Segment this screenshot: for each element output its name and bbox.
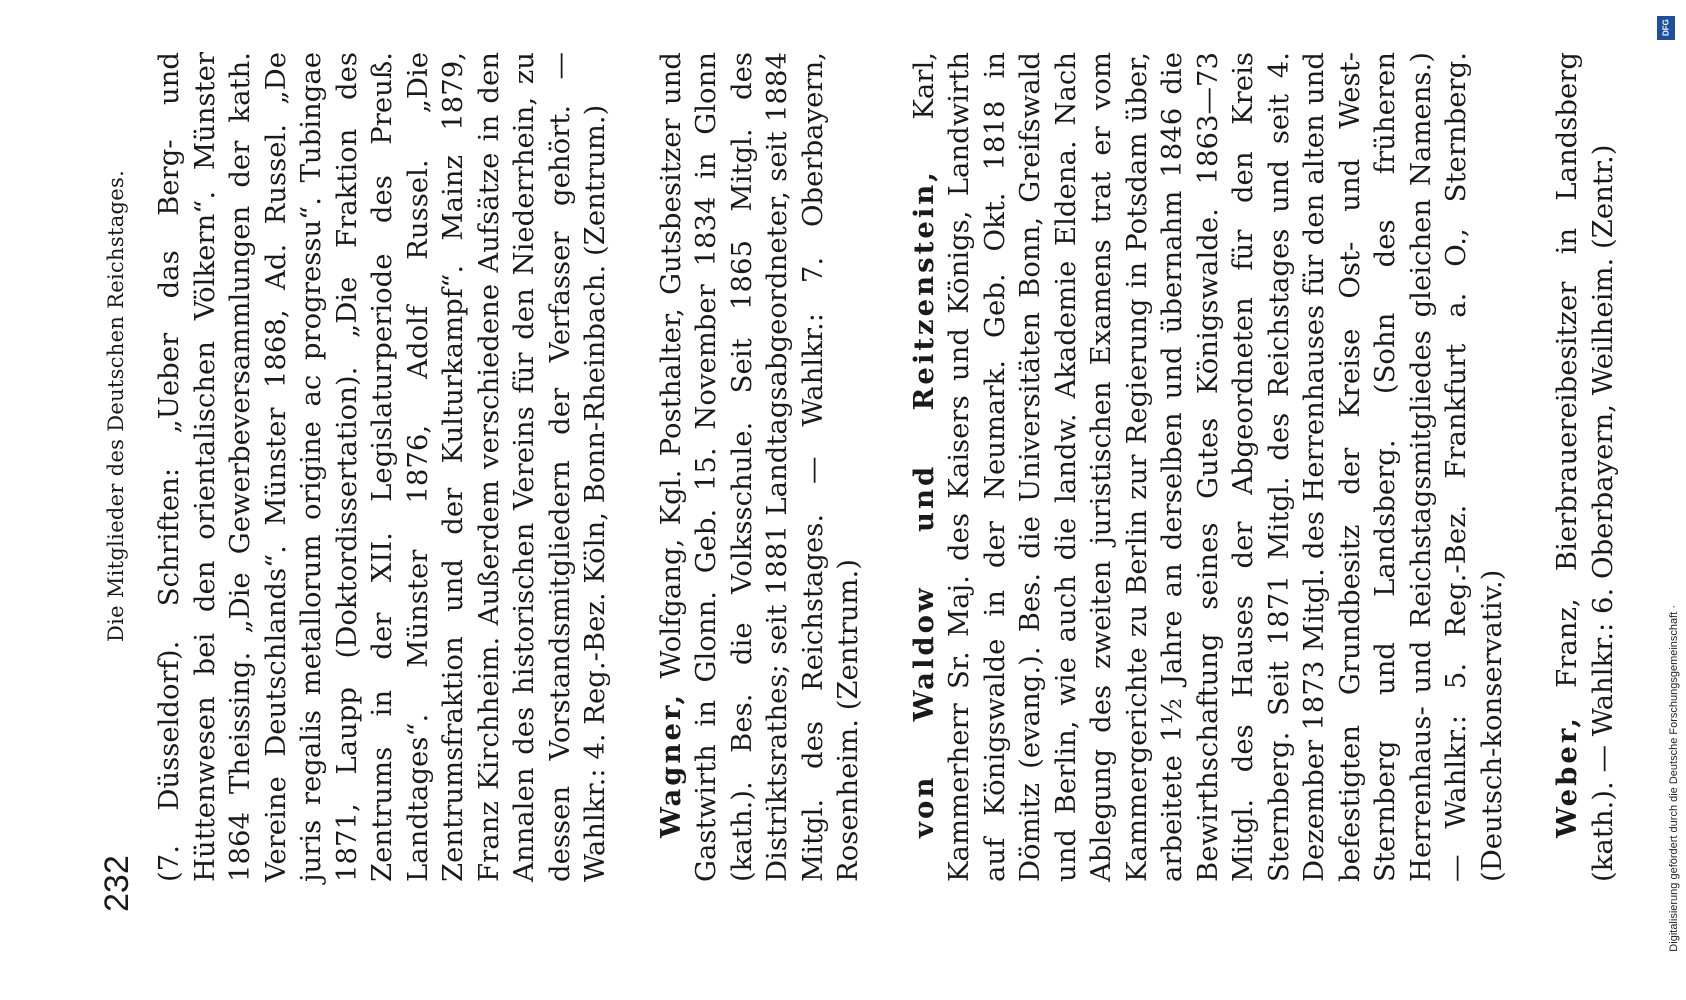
running-title: Die Mitglieder des Deutschen Reichstages. — [104, 169, 128, 642]
entry-text: (7. Düsseldorf). Schriften: „Ueber das Berg- und Hüttenwesen bei den orientalischen Völkern“. Münster 1864 Theissing. „Die Gewerbeversammlungen der kath. Vereine Deutschlands“. Münster 1868, Ad. Russel. „De juris regalis metallorum origine ac progressu“. Tubingae 1871, Laupp (Doktordissertation). „Die Fraktion des Zentrums in der XII. Legislaturperiode des Preuß. Landtages“. Münster 1876, Adolf Russel. „Die Zentrumsfraktion und der Kulturkampf“. Mainz 1879, Franz Kirchheim. Außerdem verschiedene Aufsätze in den Annalen des historischen Vereins für den Niederrhein, zu dessen Vorstandsmitgliedern der Verfasser gehört. — Wahlkr.: 4. Reg.-Bez. Köln, Bonn-Rheinbach. (Zentrum.) — [153, 52, 611, 882]
scan-credit — [1654, 16, 1680, 976]
entry-wagner — [654, 52, 867, 882]
body-text — [152, 52, 1621, 882]
dfg-logo: DFG — [1657, 16, 1675, 40]
scan-credit-text: Digitalisierung gefördert durch die Deutsche Forschungsgemeinschaft · — [1668, 605, 1680, 952]
entry-name: Weber, — [1551, 715, 1583, 838]
page-number: 232 — [98, 855, 136, 912]
entry-von-waldow — [907, 52, 1511, 882]
running-head — [94, 92, 134, 912]
entry-name: Wagner, — [654, 691, 687, 838]
entry-text: Karl, Kammerherr Sr. Maj. des Kaisers und Königs, Landwirth auf Königswalde in der Neumark. Geb. Okt. 1818 in Dömitz (evang.). Bes. die Universitäten Bonn, Greifswald und Berlin, wie auch die landw. Akademie Eldena. Nach Ablegung des zweiten juristischen Examens trat er vom Kammergerichte zu Berlin zur Regierung in Potsdam über, arbeitete 1½ Jahre an derselben und übernahm 1846 die Bewirthschaftung seines Gutes Königswalde. 1863—73 Mitgl. des Hauses der Abgeordneten für den Kreis Sternberg. Seit 1871 Mitgl. des Reichstages und seit 4. Dezember 1873 Mitgl. des Herrenhauses für den alten und befestigten Grundbesitz der Kreise Ost- und West-Sternberg und Landsberg. (Sohn des früheren Herrenhaus- und Reichstagsmitgliedes gleichen Namens.) — Wahlkr.: 5. Reg.-Bez. Frankfurt a. O., Sternberg. (Deutsch-konservativ.) — [907, 52, 1508, 882]
entry-weber — [1550, 52, 1621, 882]
entry-text: Wolfgang, Kgl. Posthalter, Gutsbesitzer und Gastwirth in Glonn. Geb. 15. November 1834 in Glonn (kath.). Bes. die Volksschule. Seit 1865 Mitgl. des Distriktsrathes; seit 1881 Landtagsabgeordneter, seit 1884 Mitgl. des Reichstages. — Wahlkr.: 7. Oberbayern, Rosenheim. (Zentrum.) — [654, 52, 864, 882]
entry-text: Franz, Bierbrauereibesitzer in Landsberg (kath.). — Wahlkr.: 6. Oberbayern, Weilheim. (Zentr.) — [1551, 52, 1619, 882]
entry-continuation — [152, 52, 614, 882]
entry-name: von Waldow und Reitzenstein, — [907, 169, 940, 838]
